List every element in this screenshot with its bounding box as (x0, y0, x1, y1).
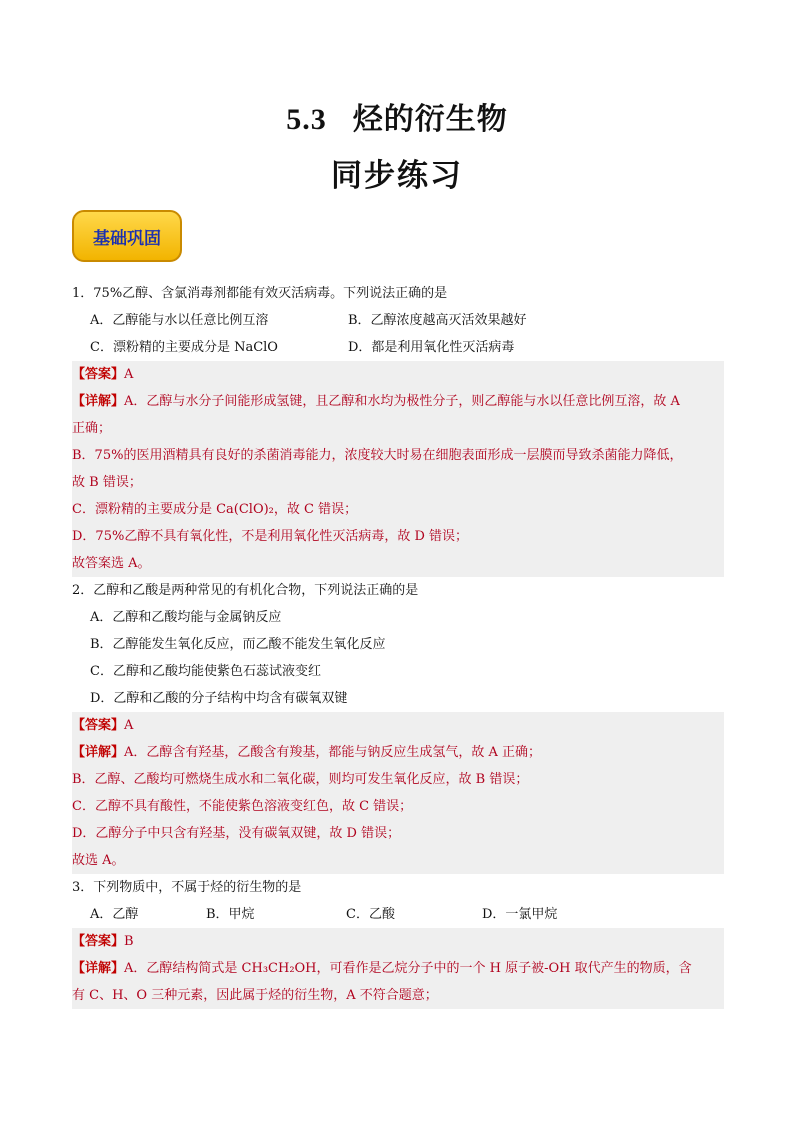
answer-value: A (124, 367, 134, 382)
question-3-option-b: B．甲烷 (206, 907, 255, 922)
question-2-stem: 2．乙醇和乙酸是两种常见的有机化合物，下列说法正确的是 (72, 583, 419, 598)
detail-text: A．乙醇含有羟基，乙酸含有羧基，都能与钠反应生成氢气，故 A 正确； (124, 745, 542, 760)
question-2-answer-block (72, 712, 724, 874)
question-1-options-row-1 (72, 307, 724, 334)
question-2-detail-line (72, 739, 724, 766)
answer-tag: 【答案】 (72, 367, 125, 382)
question-3-answer-block (72, 928, 724, 1009)
question-1-detail-line: 故 B 错误； (72, 475, 142, 490)
question-3-answer (72, 928, 724, 955)
question-3-option-a: A．乙醇 (90, 907, 139, 922)
detail-tag: 【详解】 (72, 745, 125, 760)
question-3-options-row (72, 901, 724, 928)
detail-tag: 【详解】 (72, 961, 125, 976)
answer-value: A (124, 718, 134, 733)
section-name: 烃的衍生物 (352, 102, 508, 137)
question-1-options-row-2 (72, 334, 724, 361)
question-1-detail-line: D．75%乙醇不具有氧化性，不是利用氧化性灭活病毒，故 D 错误； (72, 529, 469, 544)
section-title (0, 94, 794, 138)
question-1-option-b: B．乙醇浓度越高灭活效果越好 (348, 313, 527, 328)
answer-tag: 【答案】 (72, 718, 125, 733)
section-number: 5.3 (286, 103, 327, 136)
basic-consolidation-badge: 基础巩固 (72, 210, 182, 262)
question-3-option-c: C．乙酸 (346, 907, 395, 922)
question-2-detail-line: D．乙醇分子中只含有羟基，没有碳氧双键，故 D 错误； (72, 826, 401, 841)
question-3-detail-line (72, 955, 724, 982)
question-2-detail-line: C．乙醇不具有酸性，不能使紫色溶液变红色，故 C 错误； (72, 799, 413, 814)
question-3-detail-line: 有 C、H、O 三种元素，因此属于烃的衍生物，A 不符合题意； (72, 988, 438, 1003)
question-2-option-d: D．乙醇和乙酸的分子结构中均含有碳氧双键 (90, 691, 348, 706)
answer-value: B (124, 934, 134, 949)
question-2-answer (72, 712, 724, 739)
question-2-detail-line: 故选 A。 (72, 853, 125, 868)
question-1-option-a: A．乙醇能与水以任意比例互溶 (90, 313, 269, 328)
question-2-detail-line: B．乙醇、乙酸均可燃烧生成水和二氧化碳，则均可发生氧化反应，故 B 错误； (72, 772, 529, 787)
questions-content (72, 280, 724, 1009)
question-1-detail-line: 故答案选 A。 (72, 556, 151, 571)
question-1-detail-line: B．75%的医用酒精具有良好的杀菌消毒能力，浓度较大时易在细胞表面形成一层膜而导致杀菌能力降低， (72, 448, 683, 463)
question-1-detail-line: C．漂粉精的主要成分是 Ca(ClO)₂，故 C 错误； (72, 502, 358, 517)
detail-text: A．乙醇结构简式是 CH₃CH₂OH，可看作是乙烷分子中的一个 H 原子被-OH 取代产生的物质，含 (124, 961, 692, 976)
question-1-answer-block (72, 361, 724, 577)
question-1-answer (72, 361, 724, 388)
question-2-option-a: A．乙醇和乙酸均能与金属钠反应 (90, 610, 282, 625)
answer-tag: 【答案】 (72, 934, 125, 949)
question-1-option-c: C．漂粉精的主要成分是 NaClO (90, 340, 278, 355)
detail-text: A．乙醇与水分子间能形成氢键，且乙醇和水均为极性分子，则乙醇能与水以任意比例互溶，故 A (124, 394, 680, 409)
question-1-option-d: D．都是利用氧化性灭活病毒 (348, 340, 515, 355)
detail-tag: 【详解】 (72, 394, 125, 409)
question-3-stem: 3．下列物质中，不属于烃的衍生物的是 (72, 880, 302, 895)
question-1-detail-line: 正确； (72, 421, 112, 436)
question-2-option-c: C．乙醇和乙酸均能使紫色石蕊试液变红 (90, 664, 321, 679)
question-3-option-d: D．一氯甲烷 (482, 907, 558, 922)
page-subtitle: 同步练习 (331, 158, 463, 194)
question-1-stem: 1．75%乙醇、含氯消毒剂都能有效灭活病毒。下列说法正确的是 (72, 286, 448, 301)
question-1-detail-line (72, 388, 724, 415)
question-2-option-b: B．乙醇能发生氧化反应，而乙酸不能发生氧化反应 (90, 637, 386, 652)
